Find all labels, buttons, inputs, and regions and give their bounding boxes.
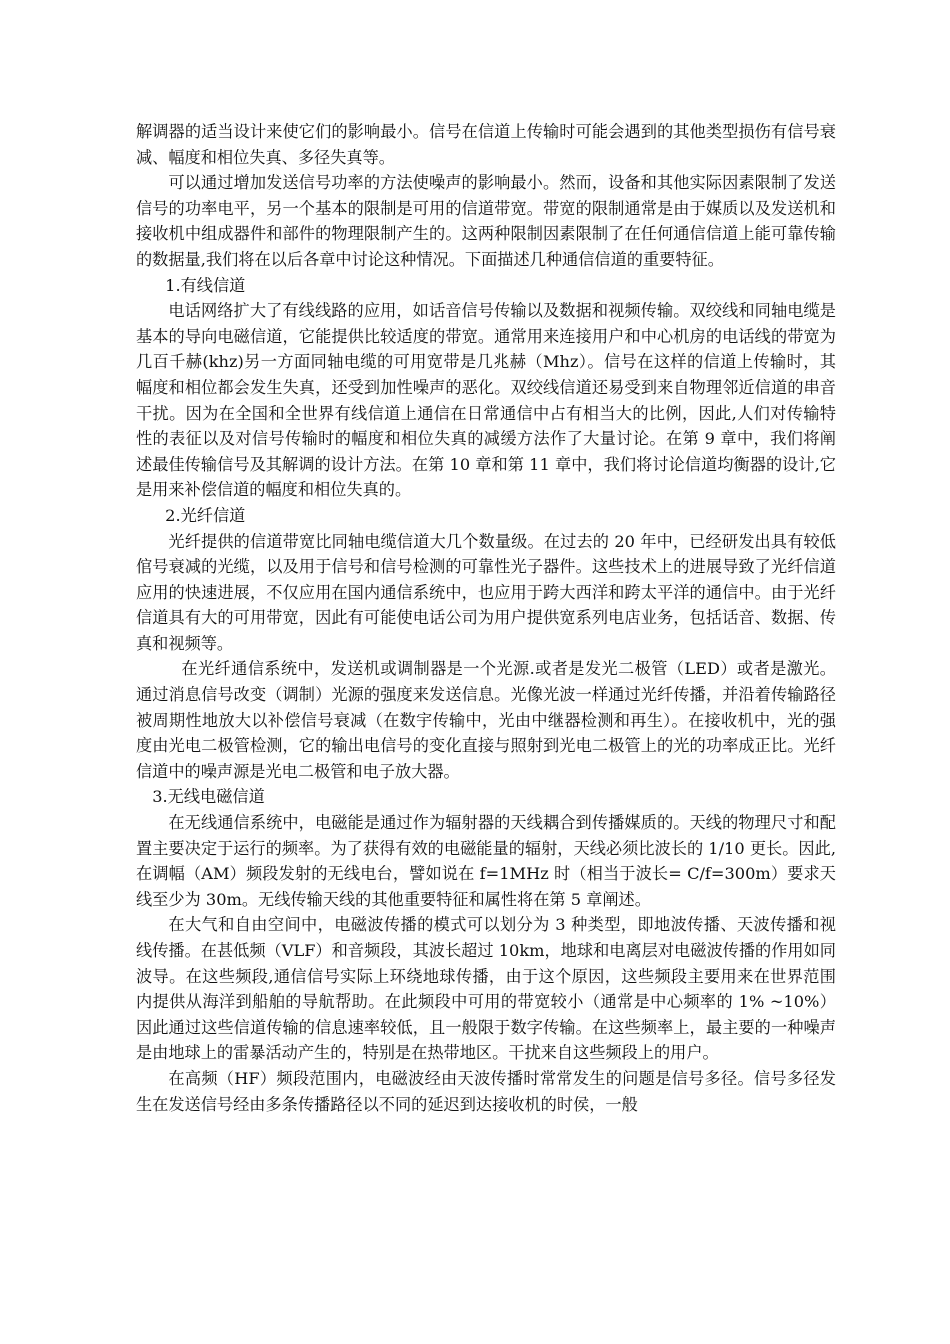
section-heading-wireless-channel: 3.无线电磁信道	[152, 787, 265, 807]
section-heading-wired-channel: 1.有线信道	[165, 275, 246, 295]
paragraph-6: 在无线通信系统中，电磁能是通过作为辐射器的天线耦合到传播媒质的。天线的物理尺寸和配置主要决定于运行的频率。为了获得有效的电磁能量的辐射，天线必须比波长的 1/10 更长。因此,在调幅（AM）频段发射的无线电台，譬如说在 f=1MHz 时（相当于波长= C/f=300m）要求天线至少为 30m。无线传输天线的其他重要特征和属性将在第 5 章阐述。	[136, 813, 836, 909]
document-page	[136, 119, 836, 1117]
paragraph-1: 解调器的适当设计来使它们的影响最小。信号在信道上传输时可能会遇到的其他类型损伤有信号衰减、幅度和相位失真、多径失真等。	[136, 122, 836, 167]
paragraph-5: 在光纤通信系统中，发送机或调制器是一个光源.或者是发光二极管（LED）或者是激光。通过消息信号改变（调制）光源的强度来发送信息。光像光波一样通过光纤传播，并沿着传输路径被周期性地放大以补偿信号衰减（在数宇传输中，光由中继器检测和再生）。在接收机中，光的强度由光电二极管检测，它的输出电信号的变化直接与照射到光电二极管上的光的功率成正比。光纤信道中的噪声源是光电二极管和电子放大器。	[136, 659, 836, 781]
section-heading-fiber-channel: 2.光纤信道	[165, 505, 246, 525]
paragraph-7: 在大气和自由空间中，电磁波传播的模式可以划分为 3 种类型，即地波传播、天波传播和视线传播。在甚低频（VLF）和音频段，其波长超过 10km，地球和电离层对电磁波传播的作用如同波导。在这些频段,通信信号实际上环绕地球传播，由于这个原因，这些频段主要用来在世界范围内提供从海洋到船舶的导航帮助。在此频段中可用的带宽较小（通常是中心频率的 1% ~10%）因此通过这些信道传输的信息速率较低，且一般限于数字传输。在这些频率上，最主要的一种噪声是由地球上的雷暴活动产生的，特别是在热带地区。干扰来自这些频段上的用户。	[136, 915, 836, 1063]
paragraph-8: 在高频（HF）频段范围内，电磁波经由天波传播时常常发生的问题是信号多径。信号多径发生在发送信号经由多条传播路径以不同的延迟到达接收机的时侯，一般	[136, 1068, 836, 1114]
paragraph-4: 光纤提供的信道带宽比同轴电缆信道大几个数量级。在过去的 20 年中，已经研发出具有较低倌号衰减的光缆，以及用于信号和信号检测的可靠性光子器件。这些技术上的进展导致了光纤信道应用的快速进展，不仅应用在国内通信系统中，也应用于跨大西洋和跨太平洋的通信中。由于光纤信道具有大的可用带宽，因此有可能使电话公司为用户提供宽系列电店业务，包括话音、数据、传真和视频等。	[136, 531, 836, 653]
paragraph-2: 可以通过增加发送信号功率的方法使噪声的影响最小。然而，设备和其他实际因素限制了发送信号的功率电平，另一个基本的限制是可用的信道带宽。带宽的限制通常是由于媒质以及发送机和接收机中组成器件和部件的物理限制产生的。这两种限制因素限制了在任何通信信道上能可靠传输的数据量,我们将在以后各章中讨论这种情况。下面描述几种通信信道的重要特征。	[136, 173, 836, 269]
paragraph-3: 电话网络扩大了有线线路的应用，如话音信号传输以及数据和视频传输。双绞线和同轴电缆是基本的导向电磁信道，它能提供比较适度的带宽。通常用来连接用户和中心机房的电话线的带宽为几百千赫(khz)另一方面同轴电缆的可用宽带是几兆赫（Mhz）。信号在这样的信道上传输时，其幅度和相位都会发生失真，还受到加性噪声的恶化。双绞线信道还易受到来自物理邻近信道的串音干扰。因为在全国和全世界有线信道上通信在日常通信中占有相当大的比例，因此,人们对传输特性的表征以及对信号传输时的幅度和相位失真的减缓方法作了大量讨论。在第 9 章中，我们将阐述最佳传输信号及其解调的设计方法。在第 10 章和第 11 章中，我们将讨论信道均衡器的设计,它是用来补偿信道的幅度和相位失真的。	[136, 301, 836, 500]
